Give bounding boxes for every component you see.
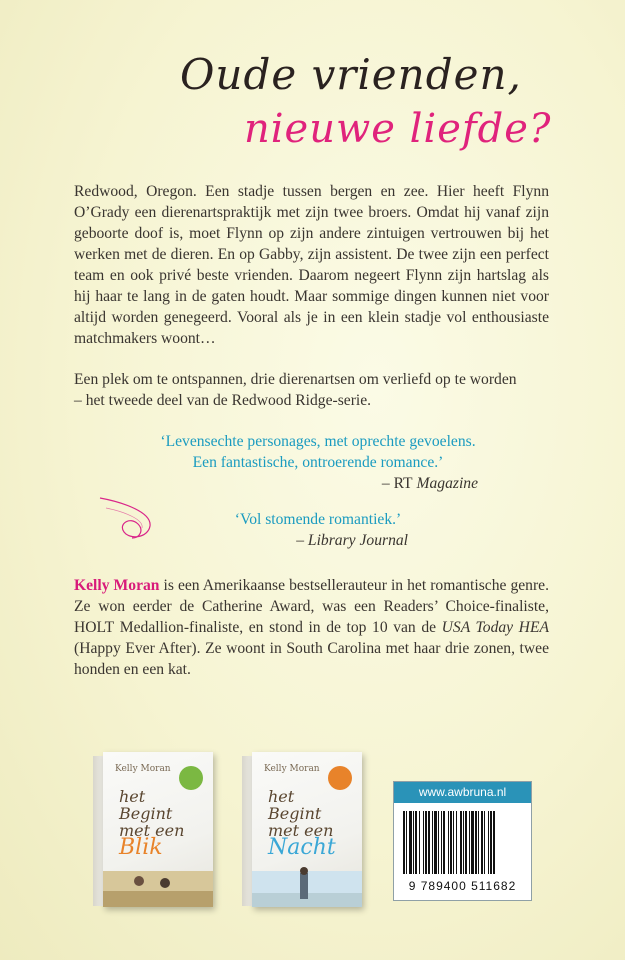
quote-text-line-2: Een fantastische, ontroerende romance.’	[192, 454, 444, 471]
cover-scene-image	[103, 861, 213, 907]
description	[74, 181, 549, 349]
tagline-paragraph	[74, 369, 549, 411]
series-badge	[179, 766, 203, 790]
publisher-url: www.awbruna.nl	[394, 782, 531, 803]
tagline-line-2: – het tweede deel van de Redwood Ridge-serie.	[74, 392, 372, 409]
quote-source: – RT Magazine	[381, 475, 478, 492]
barcode-panel	[393, 781, 532, 901]
tagline-line-1: Een plek om te ontspannen, drie dierenartsen om verliefd op te worden	[74, 371, 517, 388]
quote-source: – Library Journal	[296, 532, 408, 549]
author-bio: Kelly Moran is een Amerikaanse bestsellerauteur in het romantische genre. Ze won eerder de Catherine Award, was een Readers’ Choice-finaliste, HOLT Medallion-finaliste, en stond in de top 10 van de USA Today HEA (Happy Ever After). Ze woont in South Carolina met haar drie zonen, twee honden en een kat.	[74, 577, 549, 678]
cover-scene-image	[252, 861, 362, 907]
decorative-swirl-icon	[92, 488, 162, 548]
isbn-number: 9 789400 511682	[408, 879, 517, 893]
book-author: Kelly Moran	[115, 764, 171, 774]
author-name: Kelly Moran	[74, 577, 160, 594]
book-author: Kelly Moran	[264, 764, 320, 774]
quote-text: ‘Vol stomende romantiek.’	[234, 511, 402, 528]
description-paragraph: Redwood, Oregon. Een stadje tussen bergen en zee. Hier heeft Flynn O’Grady een dierenartspraktijk met zijn twee broers. Omdat hij vanaf zijn geboorte doof is, moet Flynn op zijn andere zintuigen vertrouwen bij het werken met de dieren. En op Gabby, zijn assistent. De twee zijn een perfect team en ook privé beste vrienden. Daarom negeert Flynn zijn hartslag als hij haar te lang in de gaten houdt. Maar sommige dingen kunnen niet voor altijd worden genegeerd. Vooral als je in een klein stadje vol enthousiaste matchmakers woont…	[74, 183, 549, 347]
quote-text-line-1: ‘Levensechte personages, met oprechte gevoelens.	[160, 433, 476, 450]
book-title: het Begint met een Blik	[119, 787, 185, 860]
headline-line-1: Oude vrienden,	[180, 50, 522, 99]
review-quote-1	[128, 431, 508, 494]
book-title: het Begint met een Nacht	[268, 787, 336, 860]
review-quote-2	[198, 509, 438, 551]
series-badge	[328, 766, 352, 790]
headline-line-2: nieuwe liefde?	[244, 106, 552, 152]
barcode	[403, 811, 522, 874]
